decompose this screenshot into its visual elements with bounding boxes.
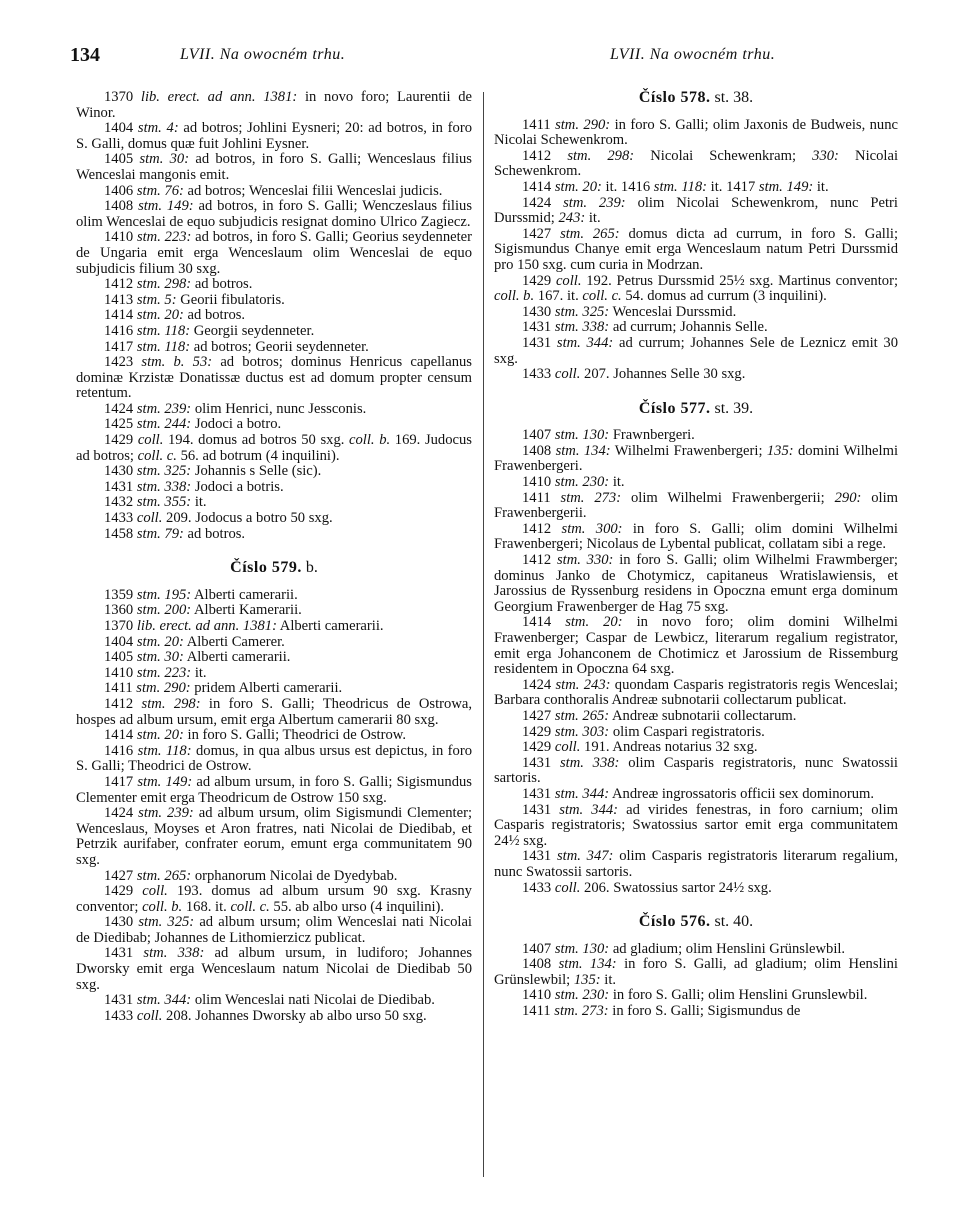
record-entry: 1414 stm. 20: ad botros. <box>104 307 246 324</box>
record-entry: 1410 stm. 223: ad botros, in foro S. Galli; Georius seydenneter de Ungaria emit erga Wenceslaum olim Wenceslai de equo subjudicis filium 30 sxg. <box>76 229 472 277</box>
section-number: Číslo 578. <box>638 89 711 106</box>
section-heading <box>76 560 472 576</box>
record-entry: 1433 coll. 208. Johannes Dworsky ab albo urso 50 sxg. <box>104 1007 427 1024</box>
record-entry: 1412 stm. 298: ad botros. <box>104 276 253 293</box>
record-entry: 1427 stm. 265: Andreæ subnotarii collectarum. <box>522 707 797 724</box>
record-entry: 1412 stm. 300: in foro S. Galli; olim domini Wilhelmi Frawenbergeri; Nicolaus de Lybental publicat, collatam sibi a rege. <box>494 520 898 553</box>
record-entry: 1429 coll. 191. Andreas notarius 32 sxg. <box>522 739 758 756</box>
record-entry: 1429 coll. 194. domus ad botros 50 sxg. coll. b. 169. Judocus ad botros; coll. c. 56. ad botrum (4 inquilini). <box>76 432 472 464</box>
record-entry: 1431 stm. 344: ad virides fenestras, in foro carnium; olim Casparis registratoris; Swatossius sartor emit erga communitatem 24½ sxg. <box>494 801 898 849</box>
record-entry: 1414 stm. 20: in foro S. Galli; Theodrici de Ostrow. <box>104 727 406 744</box>
record-entry: 1406 stm. 76: ad botros; Wenceslai filii Wenceslai judicis. <box>104 182 443 199</box>
record-entry: 1429 coll. 192. Petrus Durssmid 25½ sxg. Martinus conventor; coll. b. 167. it. coll. c. 54. domus ad currum (3 inquilini). <box>494 272 898 305</box>
page-header <box>70 44 900 70</box>
right-column <box>494 90 898 1020</box>
section-heading <box>494 401 898 417</box>
record-entry: 1410 stm. 230: in foro S. Galli; olim Henslini Grunslewbil. <box>522 987 868 1004</box>
record-entry: 1430 stm. 325: Wenceslai Durssmid. <box>522 303 737 320</box>
section-number: Číslo 576. <box>638 913 711 931</box>
record-entry: 1416 stm. 118: domus, in qua albus ursus est depictus, in foro S. Galli; Theodrici de Ostrow. <box>76 742 472 775</box>
record-entry: 1431 stm. 338: Jodoci a botris. <box>104 478 284 495</box>
record-entry: 1370 lib. erect. ad ann. 1381: Alberti camerarii. <box>104 618 384 634</box>
page-number: 134 <box>70 44 100 66</box>
record-entry: 1425 stm. 244: Jodoci a botro. <box>104 416 282 433</box>
record-entry: 1433 coll. 206. Swatossius sartor 24½ sxg. <box>522 879 772 896</box>
section-number: Číslo 579. <box>230 559 302 577</box>
record-entry: 1424 stm. 239: olim Nicolai Schewenkrom, nunc Petri Durssmid; 243: it. <box>494 194 898 227</box>
section-suffix: st. 39. <box>714 399 754 417</box>
section-suffix: st. 38. <box>714 89 754 106</box>
record-entry: 1408 stm. 149: ad botros, in foro S. Galli; Wenczeslaus filius olim Wenceslai de equo subjudicis resignat domino Ulrico Zagiecz. <box>76 198 472 230</box>
record-entry: 1424 stm. 239: olim Henrici, nunc Jessconis. <box>104 400 367 417</box>
record-entry: 1458 stm. 79: ad botros. <box>104 525 246 542</box>
record-entry: 1430 stm. 325: ad album ursum; olim Wenceslai nati Nicolai de Diedibab; Johannes de Lithomierzicz publicat. <box>76 914 472 946</box>
record-entry: 1407 stm. 130: ad gladium; olim Henslini Grünslewbil. <box>522 940 846 957</box>
section-number: Číslo 577. <box>638 399 711 417</box>
record-entry: 1429 stm. 303: olim Caspari registratoris. <box>522 723 765 740</box>
record-entry: 1423 stm. b. 53: ad botros; dominus Henricus capellanus dominæ Krzistæ Donatissæ ductus est ad domum propter censum retentum. <box>76 354 472 402</box>
record-entry: 1427 stm. 265: orphanorum Nicolai de Dyedybab. <box>104 867 398 884</box>
record-entry: 1417 stm. 118: ad botros; Georii seydenneter. <box>104 338 369 355</box>
record-entry: 1431 stm. 347: olim Casparis registratoris literarum regalium, nunc Swatossii sartoris. <box>494 848 899 880</box>
record-entry: 1433 coll. 209. Jodocus a botro 50 sxg. <box>104 510 333 527</box>
record-entry: 1360 stm. 200: Alberti Kamerarii. <box>104 602 302 619</box>
record-entry: 1405 stm. 30: Alberti camerarii. <box>104 649 291 666</box>
record-entry: 1408 stm. 134: in foro S. Galli, ad gladium; olim Henslini Grünslewbil; 135: it. <box>494 956 898 988</box>
record-entry: 1431 stm. 338: ad album ursum, in ludiforo; Johannes Dworsky emit erga Wenceslaum natum Nicolai de Diedibab 50 sxg. <box>76 945 472 993</box>
record-entry: 1412 stm. 298: Nicolai Schewenkram; 330: Nicolai Schewenkrom. <box>494 147 898 180</box>
record-entry: 1411 stm. 290: pridem Alberti camerarii. <box>104 680 343 697</box>
record-entry: 1433 coll. 207. Johannes Selle 30 sxg. <box>522 366 746 383</box>
record-entry: 1430 stm. 325: Johannis s Selle (sic). <box>104 463 322 480</box>
section-heading <box>494 914 898 930</box>
record-entry: 1408 stm. 134: Wilhelmi Frawenbergeri; 135: domini Wilhelmi Frawenbergeri. <box>494 442 898 475</box>
record-entry: 1431 stm. 344: ad currum; Johannes Sele de Leznicz emit 30 sxg. <box>494 334 898 367</box>
column-divider <box>483 92 484 1177</box>
record-entry: 1404 stm. 20: Alberti Camerer. <box>104 633 285 650</box>
record-entry: 1411 stm. 290: in foro S. Galli; olim Jaxonis de Budweis, nunc Nicolai Schewenkrom. <box>494 116 898 149</box>
section-suffix: b. <box>305 559 318 577</box>
record-entry: 1429 coll. 193. domus ad album ursum 90 sxg. Krasny conventor; coll. b. 168. it. coll. c. 55. ab albo urso (4 inquilini). <box>76 883 472 915</box>
record-entry: 1416 stm. 118: Georgii seydenneter. <box>104 322 315 339</box>
section-suffix: st. 40. <box>714 913 754 931</box>
record-entry: 1359 stm. 195: Alberti camerarii. <box>104 586 298 603</box>
record-entry: 1370 lib. erect. ad ann. 1381: in novo foro; Laurentii de Winor. <box>76 89 472 121</box>
record-entry: 1424 stm. 243: quondam Casparis registratoris regis Wenceslai; Barbara conthoralis Andreæ subnotarii collectarum publicat. <box>494 676 899 709</box>
record-entry: 1405 stm. 30: ad botros, in foro S. Galli; Wenceslaus filius Wenceslai mangonis emit. <box>76 151 472 183</box>
record-entry: 1432 stm. 355: it. <box>104 494 207 511</box>
record-entry: 1417 stm. 149: ad album ursum, in foro S. Galli; Sigismundus Clementer emit erga Theodricum de Ostrow 150 sxg. <box>76 773 472 806</box>
record-entry: 1431 stm. 338: ad currum; Johannis Selle. <box>522 319 768 336</box>
record-entry: 1414 stm. 20: in novo foro; olim domini Wilhelmi Frawenberger; Caspar de Lewbicz, literarum regalium registrator, emit erga Johanconem de Chotimicz et Jarossium de Rissemburg residentem in Opoczna 64 sxg. <box>494 614 898 678</box>
record-entry: 1431 stm. 338: olim Casparis registratoris, nunc Swatossii sartoris. <box>494 754 898 787</box>
record-entry: 1404 stm. 4: ad botros; Johlini Eysneri; 20: ad botros, in foro S. Galli, domus quæ fuit Johlini Eysner. <box>76 120 472 152</box>
record-entry: 1411 stm. 273: olim Wilhelmi Frawenbergerii; 290: olim Frawenbergerii. <box>494 489 898 522</box>
record-entry: 1427 stm. 265: domus dicta ad currum, in foro S. Galli; Sigismundus Chanye emit erga Wenceslaum natum Petri Durssmid pro 150 sxg. cum curia in Modrzan. <box>494 225 899 273</box>
section-heading <box>494 90 898 106</box>
record-entry: 1412 stm. 330: in foro S. Galli; olim Wilhelmi Frawmberger; dominus Janko de Chotymicz, capitaneus Wratislawiensis, et Jarossius de Ryssenburg residens in Opoczna emunt erga dominum Georgium Frawenberger de Hag 75 sxg. <box>494 552 898 615</box>
running-title-left: LVII. Na owocném trhu. <box>180 46 346 63</box>
record-entry: 1431 stm. 344: Andreæ ingrossatoris officii sex dominorum. <box>522 785 874 802</box>
record-entry: 1411 stm. 273: in foro S. Galli; Sigismundus de <box>522 1003 801 1020</box>
left-column <box>76 90 472 1024</box>
record-entry: 1413 stm. 5: Georii fibulatoris. <box>104 291 285 308</box>
record-entry: 1431 stm. 344: olim Wenceslai nati Nicolai de Diedibab. <box>104 992 435 1009</box>
running-title-right: LVII. Na owocném trhu. <box>610 46 776 63</box>
record-entry: 1410 stm. 230: it. <box>522 474 625 491</box>
record-entry: 1407 stm. 130: Frawnbergeri. <box>522 427 695 444</box>
record-entry: 1424 stm. 239: ad album ursum, olim Sigismundi Clementer; Wenceslaus, Moyses et Aron fratres, nati Nicolai de Diedibab, et Petrzik aurifaber, confrater eorum, emunt erga communitatem 90 sxg. <box>76 805 473 868</box>
record-entry: 1414 stm. 20: it. 1416 stm. 118: it. 1417 stm. 149: it. <box>522 178 829 195</box>
record-entry: 1412 stm. 298: in foro S. Galli; Theodricus de Ostrowa, hospes ad album ursum, emit erga Albertum camerarii 80 sxg. <box>76 695 472 728</box>
record-entry: 1410 stm. 223: it. <box>104 664 207 681</box>
